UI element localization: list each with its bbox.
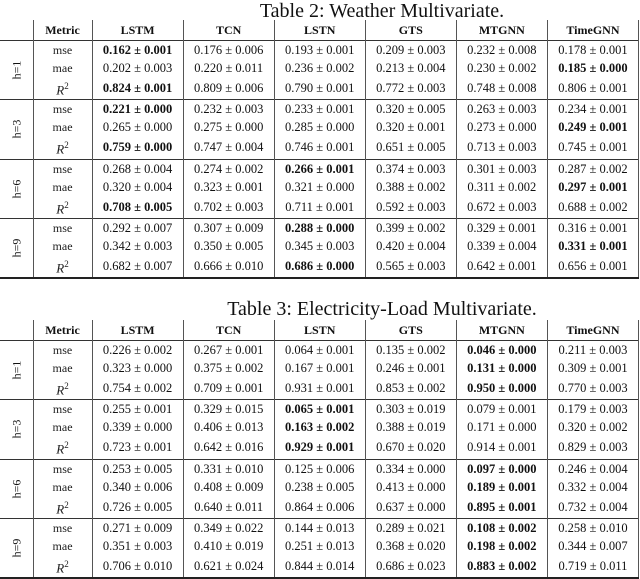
value-cell: 0.236 ± 0.002 xyxy=(274,59,365,77)
value-cell: 0.642 ± 0.016 xyxy=(183,436,274,459)
column-header-tcn: TCN xyxy=(183,20,274,41)
value-cell: 0.179 ± 0.003 xyxy=(547,400,638,419)
value-cell: 0.311 ± 0.002 xyxy=(456,178,547,196)
column-header-mtgnn: MTGNN xyxy=(456,20,547,41)
value-cell: 0.640 ± 0.011 xyxy=(183,496,274,519)
value-cell: 0.234 ± 0.001 xyxy=(547,100,638,119)
column-header-tcn: TCN xyxy=(183,320,274,341)
value-cell: 0.246 ± 0.004 xyxy=(547,459,638,478)
value-cell: 0.410 ± 0.019 xyxy=(183,537,274,555)
table-row xyxy=(0,59,639,77)
metric-label: mse xyxy=(33,218,92,237)
metric-label: mae xyxy=(33,478,92,496)
table-row xyxy=(0,218,639,237)
value-cell: 0.666 ± 0.010 xyxy=(183,255,274,278)
header-row xyxy=(0,20,639,41)
column-header-gts: GTS xyxy=(365,320,456,341)
horizon-label: h=9 xyxy=(9,538,24,558)
value-cell: 0.323 ± 0.001 xyxy=(183,178,274,196)
value-cell: 0.340 ± 0.006 xyxy=(92,478,183,496)
column-header-timegnn: TimeGNN xyxy=(547,320,638,341)
value-cell: 0.824 ± 0.001 xyxy=(92,77,183,100)
table-row xyxy=(0,496,639,519)
metric-label: mae xyxy=(33,237,92,255)
metric-label: mae xyxy=(33,359,92,377)
value-cell: 0.320 ± 0.005 xyxy=(365,100,456,119)
value-cell: 0.108 ± 0.002 xyxy=(456,518,547,537)
value-cell: 0.202 ± 0.003 xyxy=(92,59,183,77)
value-cell: 0.670 ± 0.020 xyxy=(365,436,456,459)
value-cell: 0.772 ± 0.003 xyxy=(365,77,456,100)
value-cell: 0.246 ± 0.001 xyxy=(365,359,456,377)
table-row xyxy=(0,136,639,159)
table-row xyxy=(0,118,639,136)
metric-label: $R^2$ xyxy=(33,136,92,159)
value-cell: 0.406 ± 0.013 xyxy=(183,418,274,436)
horizon-label: h=1 xyxy=(9,360,24,380)
column-header-lstm: LSTM xyxy=(92,20,183,41)
column-header-lstm: LSTM xyxy=(92,320,183,341)
value-cell: 0.713 ± 0.003 xyxy=(456,136,547,159)
value-cell: 0.829 ± 0.003 xyxy=(547,436,638,459)
table-row xyxy=(0,178,639,196)
value-cell: 0.193 ± 0.001 xyxy=(274,41,365,60)
value-cell: 0.349 ± 0.022 xyxy=(183,518,274,537)
value-cell: 0.331 ± 0.001 xyxy=(547,237,638,255)
table-row xyxy=(0,377,639,400)
value-cell: 0.274 ± 0.002 xyxy=(183,159,274,178)
value-cell: 0.213 ± 0.004 xyxy=(365,59,456,77)
value-cell: 0.316 ± 0.001 xyxy=(547,218,638,237)
metric-label: $R^2$ xyxy=(33,436,92,459)
value-cell: 0.688 ± 0.002 xyxy=(547,196,638,219)
metric-label: mse xyxy=(33,459,92,478)
table-row xyxy=(0,418,639,436)
value-cell: 0.211 ± 0.003 xyxy=(547,341,638,360)
value-cell: 0.097 ± 0.000 xyxy=(456,459,547,478)
horizon-label: h=3 xyxy=(9,120,24,139)
value-cell: 0.307 ± 0.009 xyxy=(183,218,274,237)
value-cell: 0.809 ± 0.006 xyxy=(183,77,274,100)
value-cell: 0.339 ± 0.004 xyxy=(456,237,547,255)
value-cell: 0.759 ± 0.000 xyxy=(92,136,183,159)
value-cell: 0.320 ± 0.004 xyxy=(92,178,183,196)
table-row xyxy=(0,77,639,100)
corner-cell xyxy=(0,320,33,341)
value-cell: 0.368 ± 0.020 xyxy=(365,537,456,555)
value-cell: 0.342 ± 0.003 xyxy=(92,237,183,255)
value-cell: 0.621 ± 0.024 xyxy=(183,555,274,578)
column-header-lstn: LSTN xyxy=(274,20,365,41)
table-row xyxy=(0,478,639,496)
metric-label: mse xyxy=(33,400,92,419)
value-cell: 0.251 ± 0.013 xyxy=(274,537,365,555)
value-cell: 0.656 ± 0.001 xyxy=(547,255,638,278)
corner-cell xyxy=(0,20,33,41)
metric-label: $R^2$ xyxy=(33,196,92,219)
horizon-label: h=1 xyxy=(9,60,24,80)
value-cell: 0.719 ± 0.011 xyxy=(547,555,638,578)
value-cell: 0.883 ± 0.002 xyxy=(456,555,547,578)
table-row xyxy=(0,237,639,255)
table-2-caption: Table 2: Weather Multivariate. xyxy=(259,0,505,22)
metric-label: mae xyxy=(33,59,92,77)
value-cell: 0.413 ± 0.000 xyxy=(365,478,456,496)
metric-label: mse xyxy=(33,518,92,537)
value-cell: 0.198 ± 0.002 xyxy=(456,537,547,555)
value-cell: 0.420 ± 0.004 xyxy=(365,237,456,255)
value-cell: 0.287 ± 0.002 xyxy=(547,159,638,178)
value-cell: 0.230 ± 0.002 xyxy=(456,59,547,77)
table-row xyxy=(0,459,639,478)
value-cell: 0.288 ± 0.000 xyxy=(274,218,365,237)
metric-label: mae xyxy=(33,178,92,196)
value-cell: 0.709 ± 0.001 xyxy=(183,377,274,400)
value-cell: 0.249 ± 0.001 xyxy=(547,118,638,136)
value-cell: 0.331 ± 0.010 xyxy=(183,459,274,478)
value-cell: 0.238 ± 0.005 xyxy=(274,478,365,496)
value-cell: 0.931 ± 0.001 xyxy=(274,377,365,400)
value-cell: 0.726 ± 0.005 xyxy=(92,496,183,519)
value-cell: 0.746 ± 0.001 xyxy=(274,136,365,159)
value-cell: 0.339 ± 0.000 xyxy=(92,418,183,436)
table-row xyxy=(0,196,639,219)
value-cell: 0.672 ± 0.003 xyxy=(456,196,547,219)
value-cell: 0.754 ± 0.002 xyxy=(92,377,183,400)
value-cell: 0.046 ± 0.000 xyxy=(456,341,547,360)
value-cell: 0.176 ± 0.006 xyxy=(183,41,274,60)
table-row xyxy=(0,341,639,360)
value-cell: 0.301 ± 0.003 xyxy=(456,159,547,178)
value-cell: 0.189 ± 0.001 xyxy=(456,478,547,496)
horizon-label: h=6 xyxy=(9,479,24,499)
column-header-metric: Metric xyxy=(33,20,92,41)
value-cell: 0.253 ± 0.005 xyxy=(92,459,183,478)
metric-label: $R^2$ xyxy=(33,77,92,100)
metric-label: mae xyxy=(33,118,92,136)
value-cell: 0.125 ± 0.006 xyxy=(274,459,365,478)
column-header-mtgnn: MTGNN xyxy=(456,320,547,341)
table-row xyxy=(0,555,639,578)
value-cell: 0.642 ± 0.001 xyxy=(456,255,547,278)
table-row xyxy=(0,100,639,119)
value-cell: 0.135 ± 0.002 xyxy=(365,341,456,360)
value-cell: 0.297 ± 0.001 xyxy=(547,178,638,196)
value-cell: 0.275 ± 0.000 xyxy=(183,118,274,136)
value-cell: 0.266 ± 0.001 xyxy=(274,159,365,178)
value-cell: 0.747 ± 0.004 xyxy=(183,136,274,159)
horizon-label: h=3 xyxy=(9,420,24,439)
value-cell: 0.708 ± 0.005 xyxy=(92,196,183,219)
value-cell: 0.309 ± 0.001 xyxy=(547,359,638,377)
value-cell: 0.345 ± 0.003 xyxy=(274,237,365,255)
value-cell: 0.592 ± 0.003 xyxy=(365,196,456,219)
table-3-caption: Table 3: Electricity-Load Multivariate. xyxy=(227,298,537,320)
value-cell: 0.770 ± 0.003 xyxy=(547,377,638,400)
value-cell: 0.844 ± 0.014 xyxy=(274,555,365,578)
header-row xyxy=(0,320,639,341)
value-cell: 0.178 ± 0.001 xyxy=(547,41,638,60)
value-cell: 0.748 ± 0.008 xyxy=(456,77,547,100)
table-row xyxy=(0,518,639,537)
value-cell: 0.929 ± 0.001 xyxy=(274,436,365,459)
value-cell: 0.065 ± 0.001 xyxy=(274,400,365,419)
value-cell: 0.263 ± 0.003 xyxy=(456,100,547,119)
horizon-label: h=6 xyxy=(9,179,24,199)
column-header-gts: GTS xyxy=(365,20,456,41)
value-cell: 0.064 ± 0.001 xyxy=(274,341,365,360)
metric-label: $R^2$ xyxy=(33,555,92,578)
table-row xyxy=(0,359,639,377)
value-cell: 0.351 ± 0.003 xyxy=(92,537,183,555)
metric-label: mse xyxy=(33,41,92,60)
value-cell: 0.806 ± 0.001 xyxy=(547,77,638,100)
value-cell: 0.745 ± 0.001 xyxy=(547,136,638,159)
metric-label: mae xyxy=(33,537,92,555)
value-cell: 0.686 ± 0.000 xyxy=(274,255,365,278)
electricity-load-results-table xyxy=(0,320,639,579)
value-cell: 0.285 ± 0.000 xyxy=(274,118,365,136)
weather-results-table xyxy=(0,20,639,279)
value-cell: 0.321 ± 0.000 xyxy=(274,178,365,196)
value-cell: 0.268 ± 0.004 xyxy=(92,159,183,178)
metric-label: mse xyxy=(33,100,92,119)
value-cell: 0.329 ± 0.015 xyxy=(183,400,274,419)
value-cell: 0.711 ± 0.001 xyxy=(274,196,365,219)
value-cell: 0.702 ± 0.003 xyxy=(183,196,274,219)
value-cell: 0.162 ± 0.001 xyxy=(92,41,183,60)
metric-label: $R^2$ xyxy=(33,496,92,519)
value-cell: 0.221 ± 0.000 xyxy=(92,100,183,119)
value-cell: 0.374 ± 0.003 xyxy=(365,159,456,178)
value-cell: 0.914 ± 0.001 xyxy=(456,436,547,459)
table-row xyxy=(0,41,639,60)
value-cell: 0.388 ± 0.019 xyxy=(365,418,456,436)
metric-label: mse xyxy=(33,159,92,178)
value-cell: 0.171 ± 0.000 xyxy=(456,418,547,436)
value-cell: 0.686 ± 0.023 xyxy=(365,555,456,578)
value-cell: 0.790 ± 0.001 xyxy=(274,77,365,100)
value-cell: 0.144 ± 0.013 xyxy=(274,518,365,537)
table-row xyxy=(0,400,639,419)
value-cell: 0.408 ± 0.009 xyxy=(183,478,274,496)
value-cell: 0.344 ± 0.007 xyxy=(547,537,638,555)
table-row xyxy=(0,255,639,278)
value-cell: 0.226 ± 0.002 xyxy=(92,341,183,360)
table-row xyxy=(0,537,639,555)
value-cell: 0.289 ± 0.021 xyxy=(365,518,456,537)
value-cell: 0.232 ± 0.008 xyxy=(456,41,547,60)
value-cell: 0.329 ± 0.001 xyxy=(456,218,547,237)
value-cell: 0.682 ± 0.007 xyxy=(92,255,183,278)
value-cell: 0.637 ± 0.000 xyxy=(365,496,456,519)
value-cell: 0.220 ± 0.011 xyxy=(183,59,274,77)
column-header-timegnn: TimeGNN xyxy=(547,20,638,41)
value-cell: 0.853 ± 0.002 xyxy=(365,377,456,400)
value-cell: 0.167 ± 0.001 xyxy=(274,359,365,377)
value-cell: 0.255 ± 0.001 xyxy=(92,400,183,419)
value-cell: 0.079 ± 0.001 xyxy=(456,400,547,419)
value-cell: 0.323 ± 0.000 xyxy=(92,359,183,377)
value-cell: 0.651 ± 0.005 xyxy=(365,136,456,159)
value-cell: 0.334 ± 0.000 xyxy=(365,459,456,478)
value-cell: 0.864 ± 0.006 xyxy=(274,496,365,519)
value-cell: 0.732 ± 0.004 xyxy=(547,496,638,519)
value-cell: 0.131 ± 0.000 xyxy=(456,359,547,377)
column-header-lstn: LSTN xyxy=(274,320,365,341)
value-cell: 0.388 ± 0.002 xyxy=(365,178,456,196)
value-cell: 0.332 ± 0.004 xyxy=(547,478,638,496)
metric-label: mae xyxy=(33,418,92,436)
value-cell: 0.320 ± 0.002 xyxy=(547,418,638,436)
value-cell: 0.292 ± 0.007 xyxy=(92,218,183,237)
value-cell: 0.233 ± 0.001 xyxy=(274,100,365,119)
value-cell: 0.271 ± 0.009 xyxy=(92,518,183,537)
metric-label: mse xyxy=(33,341,92,360)
value-cell: 0.273 ± 0.000 xyxy=(456,118,547,136)
value-cell: 0.163 ± 0.002 xyxy=(274,418,365,436)
value-cell: 0.723 ± 0.001 xyxy=(92,436,183,459)
table-row xyxy=(0,436,639,459)
value-cell: 0.209 ± 0.003 xyxy=(365,41,456,60)
value-cell: 0.320 ± 0.001 xyxy=(365,118,456,136)
value-cell: 0.232 ± 0.003 xyxy=(183,100,274,119)
value-cell: 0.399 ± 0.002 xyxy=(365,218,456,237)
horizon-label: h=9 xyxy=(9,238,24,258)
value-cell: 0.258 ± 0.010 xyxy=(547,518,638,537)
column-header-metric: Metric xyxy=(33,320,92,341)
value-cell: 0.185 ± 0.000 xyxy=(547,59,638,77)
value-cell: 0.303 ± 0.019 xyxy=(365,400,456,419)
value-cell: 0.267 ± 0.001 xyxy=(183,341,274,360)
value-cell: 0.950 ± 0.000 xyxy=(456,377,547,400)
value-cell: 0.706 ± 0.010 xyxy=(92,555,183,578)
table-row xyxy=(0,159,639,178)
metric-label: $R^2$ xyxy=(33,377,92,400)
value-cell: 0.375 ± 0.002 xyxy=(183,359,274,377)
value-cell: 0.565 ± 0.003 xyxy=(365,255,456,278)
value-cell: 0.265 ± 0.000 xyxy=(92,118,183,136)
metric-label: $R^2$ xyxy=(33,255,92,278)
value-cell: 0.895 ± 0.001 xyxy=(456,496,547,519)
value-cell: 0.350 ± 0.005 xyxy=(183,237,274,255)
